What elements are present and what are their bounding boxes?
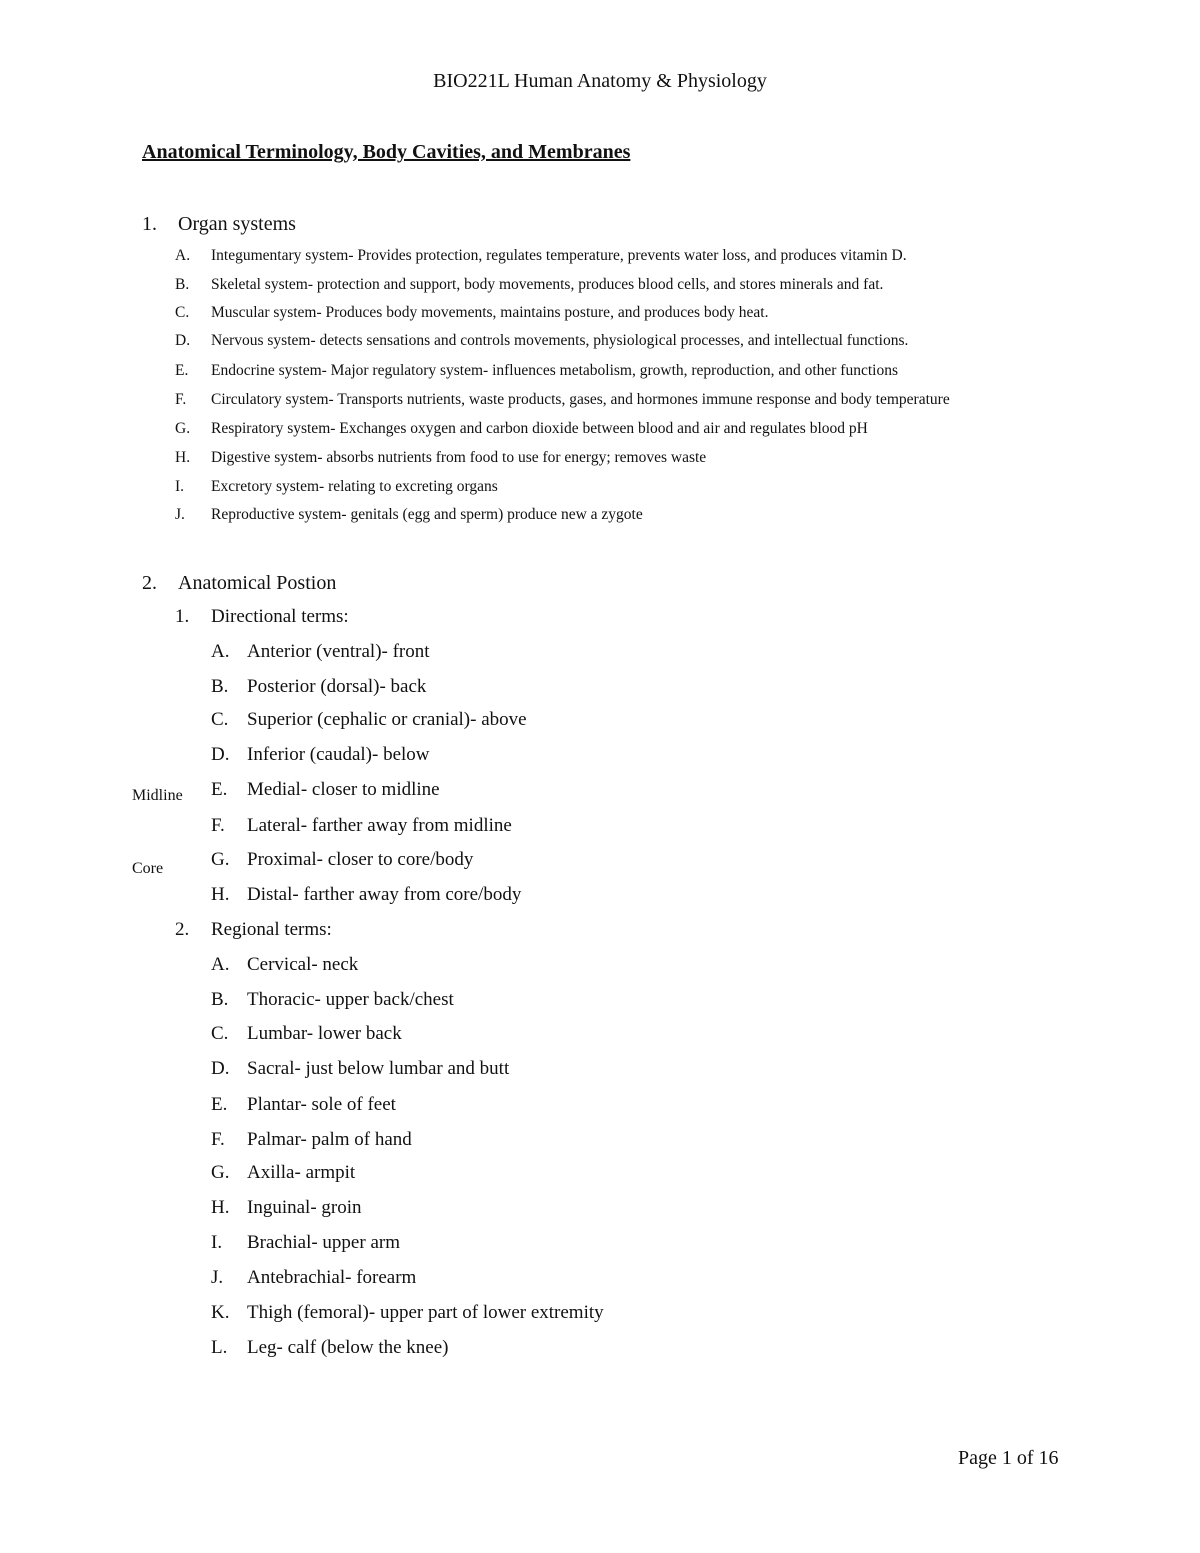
list-item-text: Axilla- armpit (247, 1162, 356, 1183)
list-item-letter: I. (211, 1232, 223, 1253)
list-item-text: Medial- closer to midline (247, 779, 440, 800)
list-item-letter: E. (175, 362, 189, 379)
list-item-letter: K. (211, 1302, 230, 1323)
list-item-letter: G. (175, 420, 191, 437)
list-item-letter: H. (175, 449, 191, 466)
section-number: 1. (142, 213, 157, 235)
section-heading-organ-systems (142, 212, 542, 236)
list-item-letter: H. (211, 884, 230, 905)
list-item-letter: F. (175, 391, 187, 408)
section-title: Organ systems (178, 213, 296, 235)
list-item-text: Superior (cephalic or cranial)- above (247, 709, 527, 730)
list-item-text: Nervous system- detects sensations and controls movements, physiological processes, and intellectual functions. (211, 332, 909, 349)
list-item-text: Circulatory system- Transports nutrients, waste products, gases, and hormones immune response and body temperature (211, 391, 950, 408)
list-item-text: Respiratory system- Exchanges oxygen and carbon dioxide between blood and air and regulates blood pH (211, 420, 868, 437)
list-item-letter: L. (211, 1337, 228, 1358)
margin-note-core: Core (132, 860, 164, 877)
list-item-text: Plantar- sole of feet (247, 1094, 396, 1115)
list-item-letter: D. (211, 1058, 230, 1079)
list-item-letter: A. (211, 954, 230, 975)
list-item-text: Anterior (ventral)- front (247, 641, 430, 662)
section-heading-anatomical-position (142, 571, 542, 595)
list-item-letter: C. (211, 1023, 229, 1044)
list-item-letter: I. (175, 478, 185, 495)
list-item-text: Muscular system- Produces body movements, maintains posture, and produces body heat. (211, 304, 769, 321)
subheading-number: 2. (175, 919, 190, 940)
list-item-text: Inferior (caudal)- below (247, 744, 430, 765)
list-item-text: Antebrachial- forearm (247, 1267, 417, 1288)
list-item-letter: A. (175, 247, 191, 264)
list-item-text: Integumentary system- Provides protection, regulates temperature, prevents water loss, and produces vitamin D. (211, 247, 907, 264)
section-title: Anatomical Postion (178, 572, 337, 594)
list-item-letter: G. (211, 849, 230, 870)
list-item-letter: J. (175, 506, 185, 523)
list-item-letter: D. (175, 332, 191, 349)
subheading-number: 1. (175, 606, 190, 627)
list-item-text: Digestive system- absorbs nutrients from food to use for energy; removes waste (211, 449, 707, 466)
list-item-text: Excretory system- relating to excreting organs (211, 478, 498, 495)
list-item-letter: B. (175, 276, 190, 293)
list-item-letter: C. (211, 709, 229, 730)
list-item-text: Leg- calf (below the knee) (247, 1337, 449, 1358)
list-item-text: Proximal- closer to core/body (247, 849, 474, 870)
list-item-letter: J. (211, 1267, 224, 1288)
list-item-letter: F. (211, 815, 225, 836)
list-item-letter: E. (211, 779, 228, 800)
list-item-letter: H. (211, 1197, 230, 1218)
subheading-regional-terms (175, 919, 475, 941)
list-item-letter: E. (211, 1094, 228, 1115)
list-item-text: Thigh (femoral)- upper part of lower extremity (247, 1302, 604, 1323)
list-item-letter: B. (211, 676, 229, 697)
subheading-title: Regional terms: (211, 919, 332, 940)
list-item-letter: B. (211, 989, 229, 1010)
subheading-directional-terms (175, 606, 475, 628)
list-item-letter: A. (211, 641, 230, 662)
list-item-letter: C. (175, 304, 190, 321)
list-item-text: Inguinal- groin (247, 1197, 362, 1218)
document-title: Anatomical Terminology, Body Cavities, and Membranes (142, 141, 631, 163)
list-item-letter: F. (211, 1129, 225, 1150)
list-item-text: Cervical- neck (247, 954, 359, 975)
list-item-text: Endocrine system- Major regulatory system- influences metabolism, growth, reproduction, and other functions (211, 362, 898, 379)
list-item-letter: G. (211, 1162, 230, 1183)
list-item-text: Palmar- palm of hand (247, 1129, 412, 1150)
list-item-letter: D. (211, 744, 230, 765)
page-header: BIO221L Human Anatomy & Physiology (433, 70, 767, 92)
list-item-text: Distal- farther away from core/body (247, 884, 522, 905)
subheading-title: Directional terms: (211, 606, 349, 627)
list-item-text: Lumbar- lower back (247, 1023, 402, 1044)
margin-note-midline: Midline (132, 787, 183, 804)
list-item-text: Reproductive system- genitals (egg and sperm) produce new a zygote (211, 506, 643, 523)
list-item-text: Sacral- just below lumbar and butt (247, 1058, 510, 1079)
list-item-text: Posterior (dorsal)- back (247, 676, 427, 697)
section-number: 2. (142, 572, 157, 594)
list-item-text: Brachial- upper arm (247, 1232, 400, 1253)
list-item-text: Lateral- farther away from midline (247, 815, 512, 836)
list-item-text: Skeletal system- protection and support, body movements, produces blood cells, and stores minerals and fat. (211, 276, 884, 293)
page-number: Page 1 of 16 (958, 1447, 1059, 1469)
list-item-text: Thoracic- upper back/chest (247, 989, 454, 1010)
